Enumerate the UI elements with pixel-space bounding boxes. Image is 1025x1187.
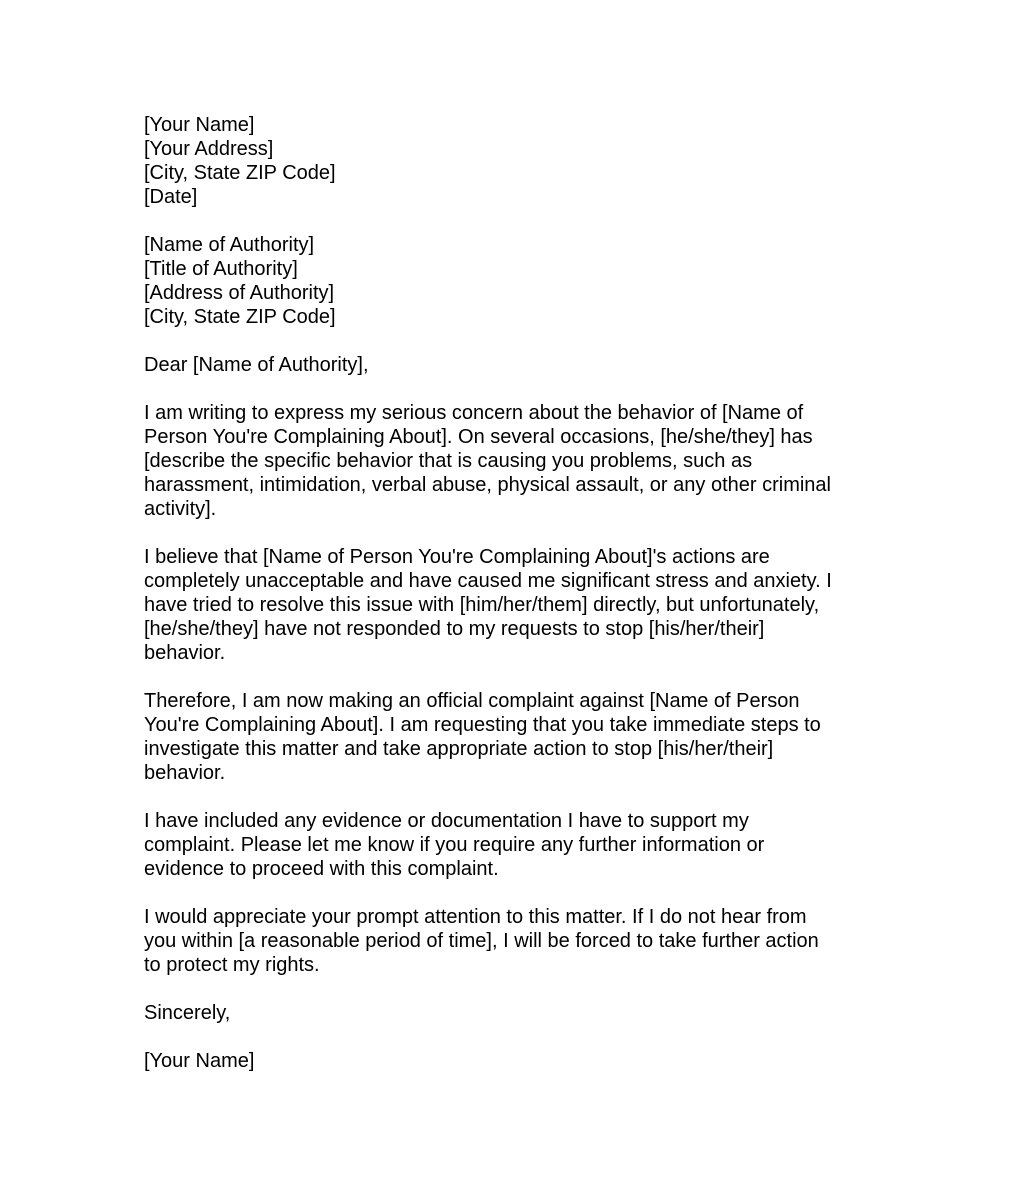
letter-date: [Date] — [144, 186, 198, 208]
signature-block — [144, 1049, 874, 1073]
paragraph-line: I have included any evidence or documentation I have to support my — [144, 810, 749, 832]
body-paragraph-5 — [144, 905, 874, 977]
paragraph-line: behavior. — [144, 642, 226, 664]
recipient-title: [Title of Authority] — [144, 258, 298, 280]
recipient-city-state-zip: [City, State ZIP Code] — [144, 306, 336, 328]
recipient-block — [144, 233, 874, 329]
paragraph-line: activity]. — [144, 498, 217, 520]
sender-address: [Your Address] — [144, 138, 274, 160]
paragraph-line: behavior. — [144, 762, 226, 784]
recipient-name: [Name of Authority] — [144, 234, 315, 256]
paragraph-line: completely unacceptable and have caused me significant stress and anxiety. I — [144, 570, 832, 592]
salutation-block — [144, 353, 874, 377]
paragraph-line: Person You're Complaining About]. On several occasions, [he/she/they] has — [144, 426, 813, 448]
closing: Sincerely, — [144, 1002, 231, 1024]
paragraph-line: You're Complaining About]. I am requesting that you take immediate steps to — [144, 714, 821, 736]
body-paragraph-2 — [144, 545, 874, 665]
paragraph-line: investigate this matter and take appropriate action to stop [his/her/their] — [144, 738, 774, 760]
paragraph-line: I believe that [Name of Person You're Complaining About]'s actions are — [144, 546, 770, 568]
letter-page — [144, 113, 874, 1097]
paragraph-line: harassment, intimidation, verbal abuse, physical assault, or any other criminal — [144, 474, 831, 496]
paragraph-line: Therefore, I am now making an official complaint against [Name of Person — [144, 690, 800, 712]
sender-block — [144, 113, 874, 209]
paragraph-line: have tried to resolve this issue with [him/her/them] directly, but unfortunately, — [144, 594, 820, 616]
closing-block — [144, 1001, 874, 1025]
body-paragraph-4 — [144, 809, 874, 881]
body-paragraph-1 — [144, 401, 874, 521]
paragraph-line: [he/she/they] have not responded to my requests to stop [his/her/their] — [144, 618, 765, 640]
paragraph-line: I am writing to express my serious concern about the behavior of [Name of — [144, 402, 804, 424]
salutation: Dear [Name of Authority], — [144, 354, 369, 376]
paragraph-line: [describe the specific behavior that is causing you problems, such as — [144, 450, 753, 472]
body-paragraph-3 — [144, 689, 874, 785]
paragraph-line: to protect my rights. — [144, 954, 320, 976]
paragraph-line: you within [a reasonable period of time], I will be forced to take further action — [144, 930, 819, 952]
paragraph-line: evidence to proceed with this complaint. — [144, 858, 499, 880]
sender-name: [Your Name] — [144, 114, 255, 136]
recipient-address: [Address of Authority] — [144, 282, 335, 304]
sender-city-state-zip: [City, State ZIP Code] — [144, 162, 336, 184]
paragraph-line: I would appreciate your prompt attention to this matter. If I do not hear from — [144, 906, 807, 928]
paragraph-line: complaint. Please let me know if you require any further information or — [144, 834, 765, 856]
signature-name: [Your Name] — [144, 1050, 255, 1072]
